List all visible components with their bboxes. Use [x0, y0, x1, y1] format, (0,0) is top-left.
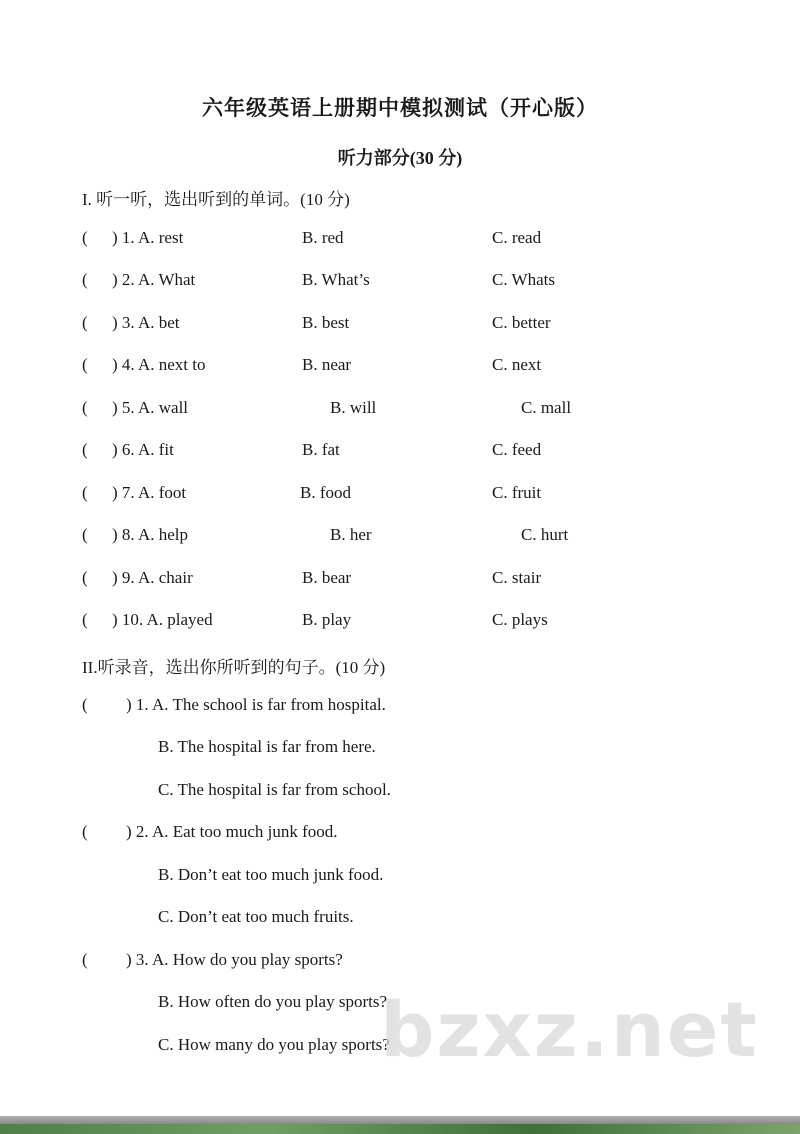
list-item	[82, 950, 682, 976]
option-a: ) 3. A. bet	[112, 313, 180, 332]
list-item	[82, 398, 682, 424]
answer-paren: (	[82, 568, 88, 587]
answer-paren: (	[82, 950, 88, 969]
answer-paren: (	[82, 440, 88, 459]
option-b: B. red	[302, 228, 344, 247]
option-b: B. food	[300, 483, 351, 502]
page-title: 六年级英语上册期中模拟测试（开心版）	[202, 96, 598, 120]
part2-heading: II.听录音，选出你所听到的句子。(10 分)	[82, 658, 386, 677]
option-c: C. Don’t eat too much fruits.	[158, 907, 354, 926]
option-b: B. The hospital is far from here.	[158, 737, 376, 756]
option-c: C. read	[492, 228, 542, 247]
option-a: ) 1. A. rest	[112, 228, 184, 247]
option-a: ) 5. A. wall	[112, 398, 189, 417]
answer-paren: (	[82, 483, 88, 502]
option-a: ) 6. A. fit	[112, 440, 174, 459]
option-a: ) 3. A. How do you play sports?	[126, 950, 343, 969]
option-c: C. fruit	[492, 483, 542, 502]
option-b: B. bear	[302, 568, 352, 587]
option-b: B. fat	[302, 440, 340, 459]
option-c: C. better	[492, 313, 551, 332]
option-a: ) 2. A. What	[112, 270, 196, 289]
option-b: B. best	[302, 313, 350, 332]
list-item	[82, 822, 682, 848]
list-item	[82, 610, 682, 636]
answer-paren: (	[82, 398, 88, 417]
option-c: C. The hospital is far from school.	[158, 780, 391, 799]
option-b: B. her	[330, 525, 372, 544]
option-a: ) 7. A. foot	[112, 483, 187, 502]
watermark: bzxz.net	[380, 985, 759, 1074]
list-item	[82, 483, 682, 509]
option-c: C. stair	[492, 568, 542, 587]
option-a: ) 2. A. Eat too much junk food.	[126, 822, 338, 841]
option-c: C. hurt	[521, 525, 569, 544]
list-item	[82, 695, 682, 721]
option-b: B. What’s	[302, 270, 370, 289]
section-subtitle: 听力部分(30 分)	[337, 148, 463, 168]
list-item	[82, 525, 682, 551]
option-a: ) 4. A. next to	[112, 355, 206, 374]
option-a: ) 1. A. The school is far from hospital.	[126, 695, 386, 714]
option-c: C. Whats	[492, 270, 555, 289]
option-a: ) 8. A. help	[112, 525, 189, 544]
option-b: B. How often do you play sports?	[158, 992, 388, 1011]
answer-paren: (	[82, 313, 88, 332]
option-c: C. plays	[492, 610, 548, 629]
option-b: B. play	[302, 610, 352, 629]
option-a: ) 9. A. chair	[112, 568, 193, 587]
part1-heading: I. 听一听，选出听到的单词。(10 分)	[82, 190, 350, 209]
option-c: C. next	[492, 355, 542, 374]
answer-paren: (	[82, 610, 88, 629]
option-b: B. Don’t eat too much junk food.	[158, 865, 384, 884]
option-c: C. How many do you play sports?	[158, 1035, 390, 1054]
list-item	[82, 355, 682, 381]
list-item	[82, 313, 682, 339]
option-c: C. mall	[521, 398, 572, 417]
answer-paren: (	[82, 228, 88, 247]
option-b: B. will	[330, 398, 377, 417]
option-a: ) 10. A. played	[112, 610, 213, 629]
answer-paren: (	[82, 355, 88, 374]
answer-paren: (	[82, 270, 88, 289]
page-bottom-border	[0, 1116, 800, 1124]
list-item	[82, 568, 682, 594]
list-item	[82, 270, 682, 296]
option-b: B. near	[302, 355, 352, 374]
page-bottom-strip	[0, 1124, 800, 1134]
list-item	[82, 440, 682, 466]
option-c: C. feed	[492, 440, 542, 459]
list-item	[82, 228, 682, 254]
answer-paren: (	[82, 695, 88, 714]
answer-paren: (	[82, 525, 88, 544]
answer-paren: (	[82, 822, 88, 841]
